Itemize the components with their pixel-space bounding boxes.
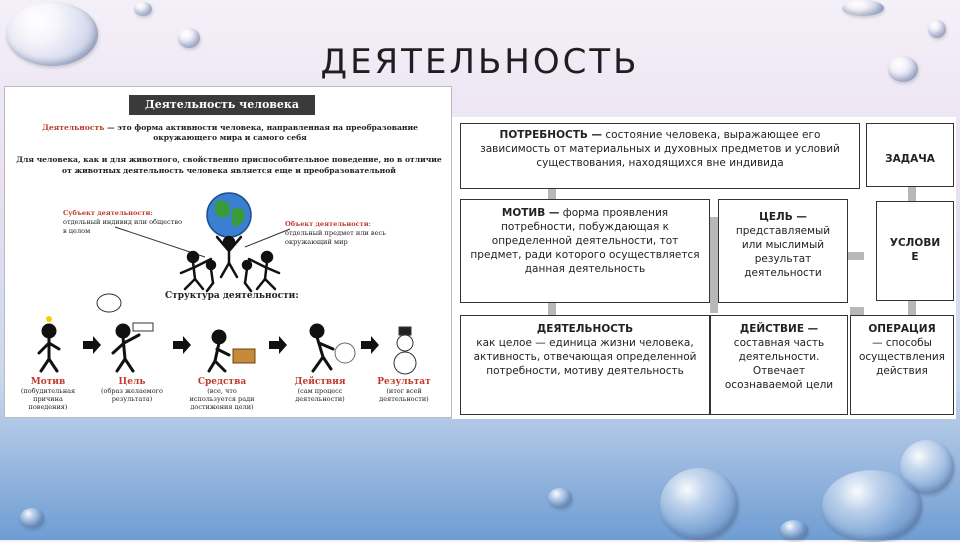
step-goal xyxy=(99,377,165,403)
step-arrow-icons xyxy=(83,336,379,354)
water-drop xyxy=(134,2,152,16)
illustration-graphics xyxy=(5,87,453,419)
activity-text: как целое — единица жизни человека, активность, отвечающая определенной потребности, мотиву деятельность xyxy=(473,337,697,377)
people-figures-icon xyxy=(181,237,279,291)
activity-term: ДЕЯТЕЛЬНОСТЬ xyxy=(536,323,634,335)
goal-text: представляемый или мыслимый результат деятельности xyxy=(735,225,831,279)
step-note: (все, что используется ради достижения цели) xyxy=(189,387,255,411)
result-snowman-icon xyxy=(394,327,416,374)
action-text: составная часть деятельности. Отвечает осознаваемой цели xyxy=(724,337,834,391)
motive-text: форма проявления потребности, побуждающая к определенной деятельности, тот предмет, ради которого осуществляется данная деятельность xyxy=(470,207,700,275)
connector xyxy=(908,301,916,315)
step-title: Мотив xyxy=(30,377,66,387)
water-drop xyxy=(780,520,808,540)
goal-box xyxy=(718,199,848,303)
operation-box xyxy=(850,315,954,415)
water-drop xyxy=(822,470,922,542)
subject-text: отдельный индивид или общество в целом xyxy=(63,218,183,235)
step-motive xyxy=(15,377,81,411)
need-box xyxy=(460,123,860,189)
step-title: Цель xyxy=(118,377,146,387)
goal-term: ЦЕЛЬ — xyxy=(759,211,807,223)
action-term: ДЕЙСТВИЕ — xyxy=(739,323,819,335)
water-drop xyxy=(548,488,572,508)
step-means xyxy=(189,377,255,411)
step-title: Действия xyxy=(294,377,346,387)
motive-figure-icon xyxy=(39,316,59,371)
water-drop xyxy=(20,508,44,528)
object-text: : отдельный предмет или весь окружающий мир xyxy=(285,220,386,246)
connector xyxy=(548,189,556,199)
slide-title: ДЕЯТЕЛЬНОСТЬ xyxy=(320,42,640,82)
need-text: состояние человека, выражающее его зависимость от материальных и духовных предметов и условий существования, находящихся вне индивида xyxy=(480,129,840,169)
water-drop xyxy=(842,0,884,16)
step-note: (образ желаемого результата) xyxy=(101,387,163,403)
operation-term: ОПЕРАЦИЯ xyxy=(868,323,936,335)
motive-box xyxy=(460,199,710,303)
object-title: Объект деятельности xyxy=(285,220,369,228)
action-figure-icon xyxy=(311,325,355,371)
activity-box xyxy=(460,315,710,415)
connector xyxy=(908,187,916,201)
definition-text: — это форма активности человека, направленная на преобразование окружающего мира и самого себя xyxy=(104,123,418,142)
definition-term: Деятельность xyxy=(42,123,105,132)
step-title: Результат xyxy=(377,377,431,387)
step-note: (итог всей деятельности) xyxy=(379,387,429,403)
motive-term: МОТИВ — xyxy=(501,207,560,219)
means-figure-icon xyxy=(209,331,255,371)
step-note: (сам процесс деятельности) xyxy=(295,387,345,403)
activity-concepts-diagram xyxy=(452,117,956,419)
step-result xyxy=(371,377,437,403)
operation-text: — способы осуществления действия xyxy=(858,337,945,377)
connector xyxy=(848,252,864,260)
adaptive-behavior-text: Для человека, как и для животного, свойственно приспособительное поведение, но в отличие от животных деятельность человека является еще и преобразовательной xyxy=(16,155,442,175)
task-box xyxy=(866,123,954,187)
connector xyxy=(548,303,556,315)
water-drop xyxy=(928,20,946,38)
structure-heading: Структура деятельности: xyxy=(165,291,299,301)
step-note: (побудительная причина поведения) xyxy=(20,387,76,411)
activity-illustration-panel xyxy=(4,86,452,418)
step-title: Средства xyxy=(197,377,247,387)
need-term: ПОТРЕБНОСТЬ — xyxy=(499,129,603,141)
connector xyxy=(850,307,864,315)
condition-label: УСЛОВИЕ xyxy=(889,237,941,263)
action-box xyxy=(710,315,848,415)
panel-header: Деятельность человека xyxy=(129,95,315,115)
globe-icon xyxy=(207,193,251,237)
connector xyxy=(710,217,718,313)
water-drop xyxy=(660,468,738,540)
object-arrow xyxy=(245,229,290,247)
subject-title: Субъект деятельности: xyxy=(63,209,153,217)
condition-box xyxy=(876,201,954,301)
step-actions xyxy=(287,377,353,403)
task-label: ЗАДАЧА xyxy=(885,153,935,165)
goal-figure-icon xyxy=(97,294,153,371)
